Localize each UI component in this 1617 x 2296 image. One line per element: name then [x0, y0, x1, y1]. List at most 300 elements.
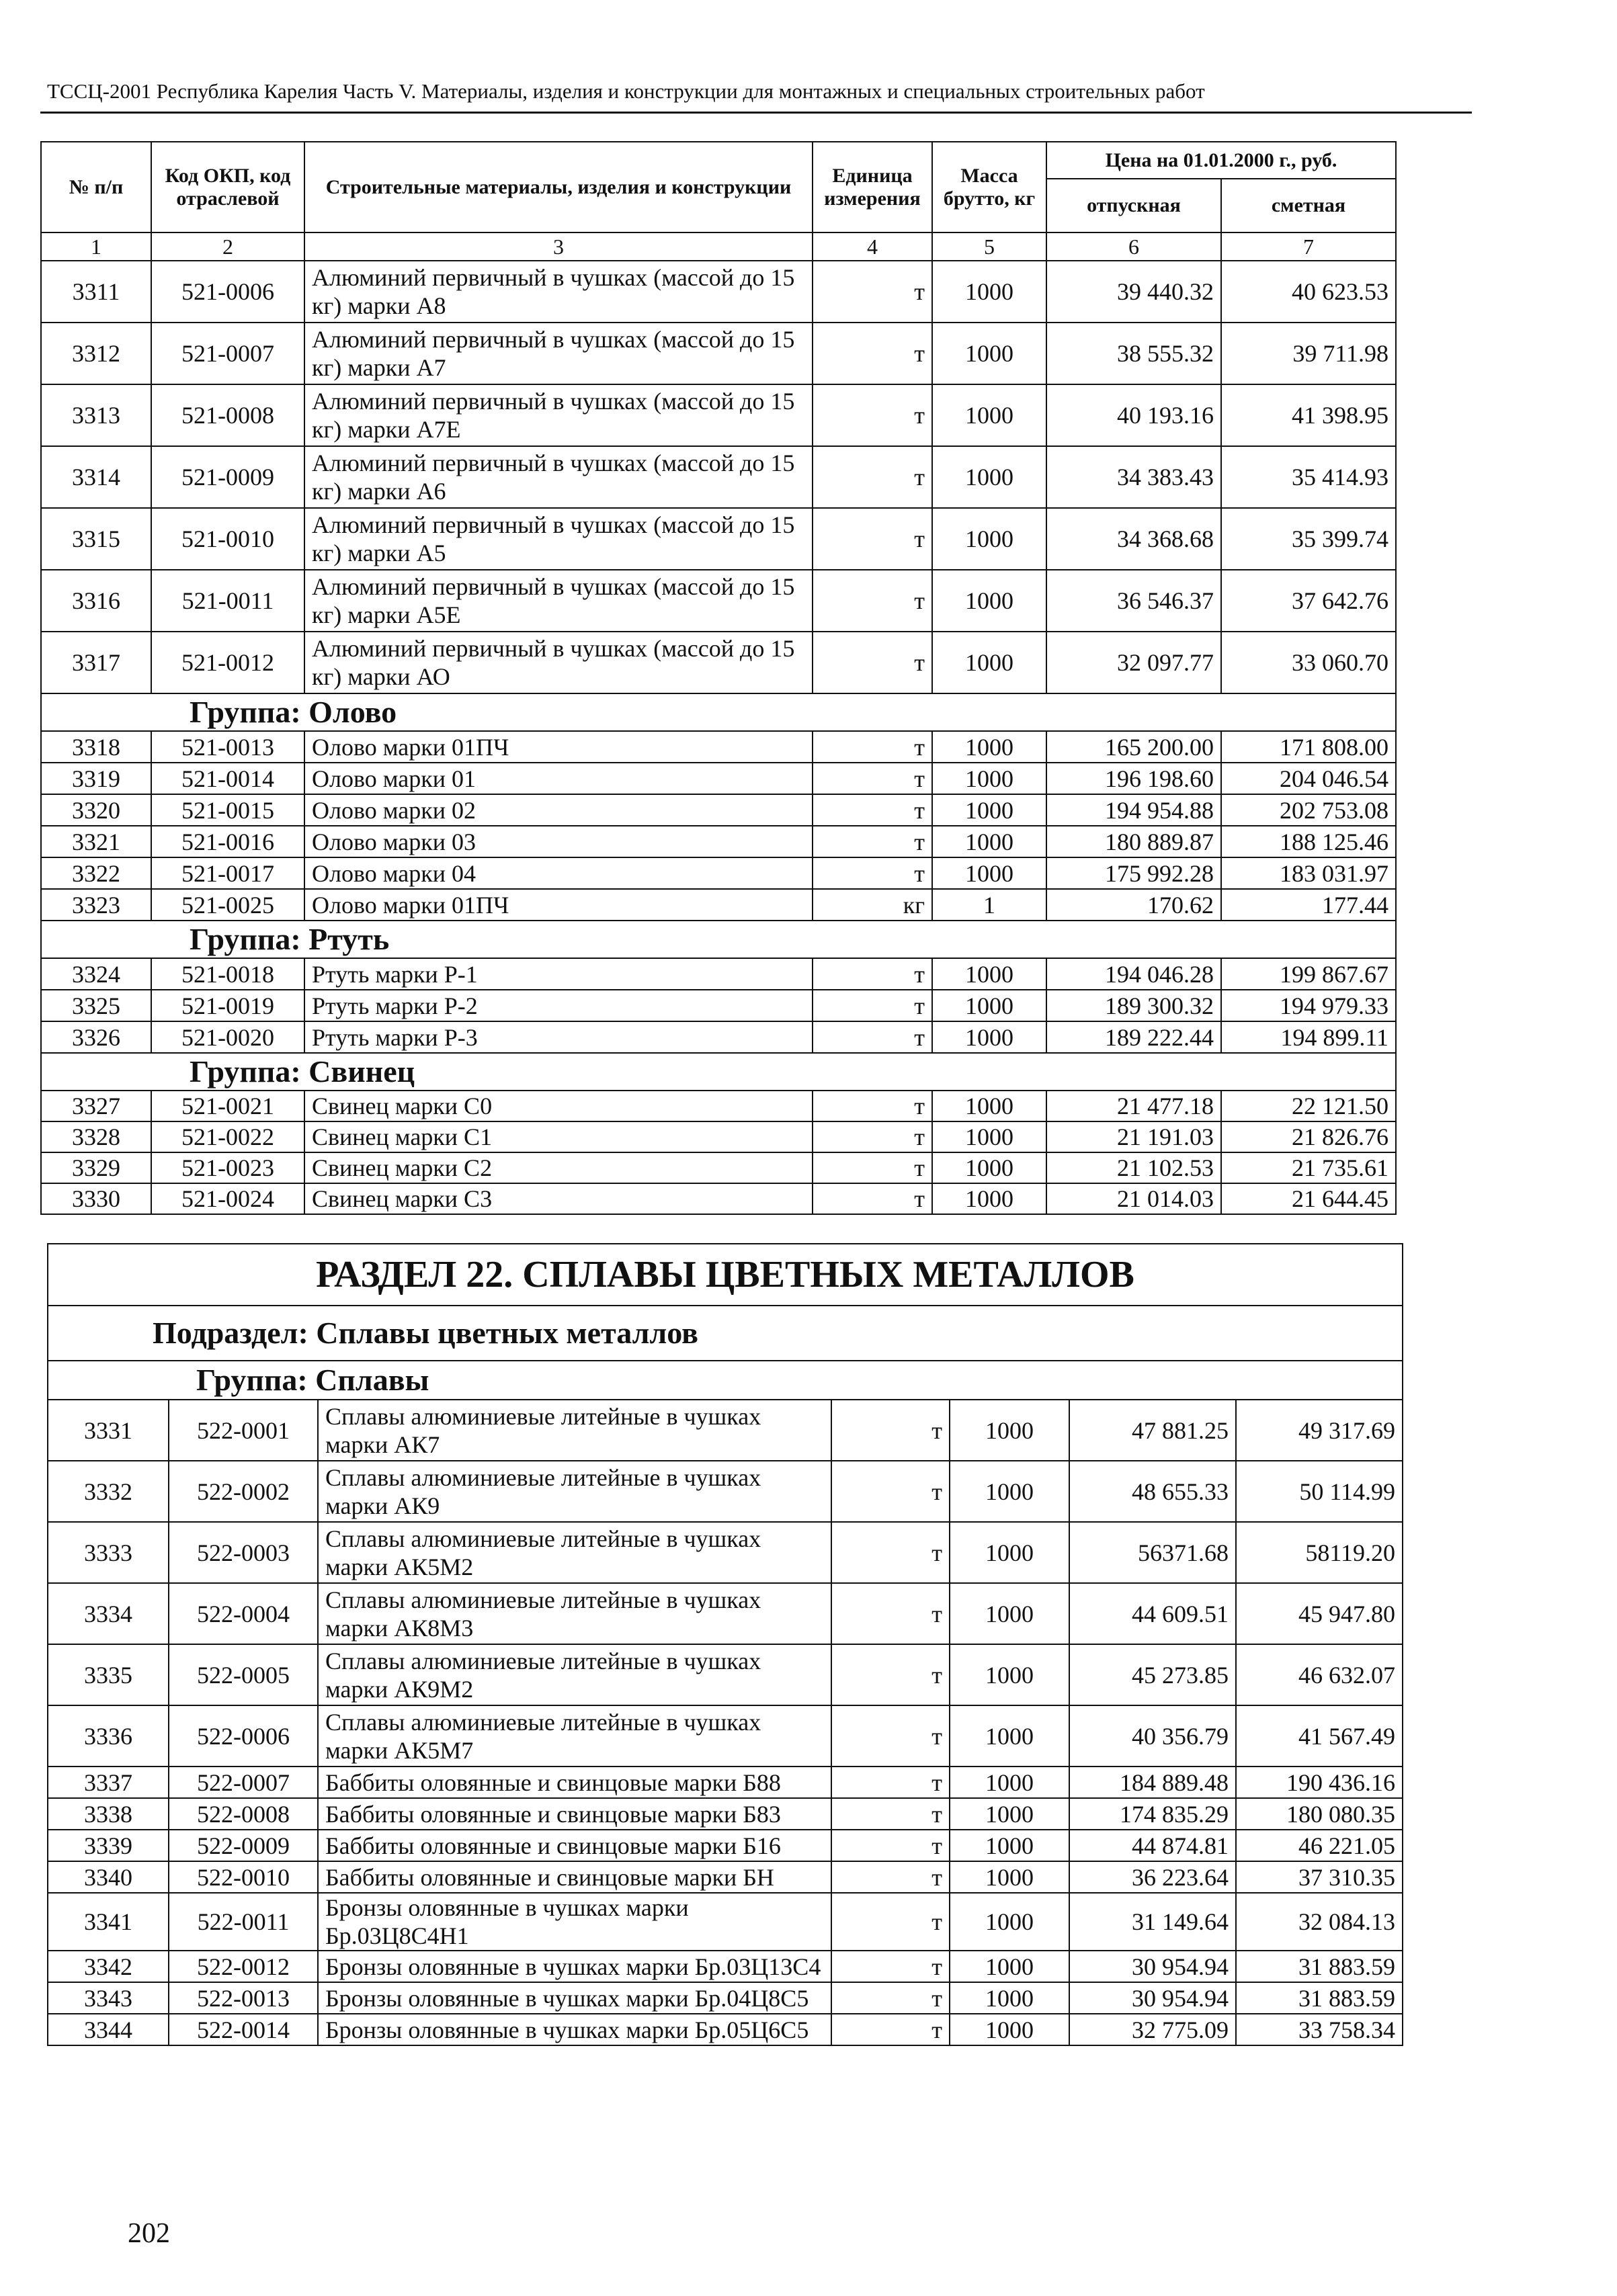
row-price-release: 189 300.32 [1046, 990, 1221, 1021]
table-row [41, 446, 1396, 508]
table-row [41, 1021, 1396, 1053]
row-code: 522-0006 [169, 1705, 318, 1767]
row-name: Олово марки 01 [304, 763, 813, 794]
row-unit: т [813, 632, 932, 693]
row-code: 522-0009 [169, 1830, 318, 1861]
table-row [41, 261, 1396, 323]
row-mass: 1000 [932, 1121, 1046, 1152]
row-price-estimate: 40 623.53 [1221, 261, 1396, 323]
row-price-release: 194 954.88 [1046, 794, 1221, 826]
row-unit: т [831, 1830, 950, 1861]
row-price-release: 21 014.03 [1046, 1183, 1221, 1214]
row-mass: 1000 [932, 1183, 1046, 1214]
col-header-mass: Масса брутто, кг [932, 142, 1046, 232]
row-code: 521-0023 [151, 1152, 304, 1183]
row-price-release: 165 200.00 [1046, 731, 1221, 763]
row-code: 521-0011 [151, 570, 304, 632]
row-mass: 1000 [950, 1400, 1069, 1461]
row-price-estimate: 37 310.35 [1236, 1861, 1403, 1893]
row-price-release: 31 149.64 [1069, 1893, 1236, 1951]
row-price-release: 21 477.18 [1046, 1091, 1221, 1121]
price-table-metals [40, 141, 1397, 1215]
price-table-alloys [47, 1243, 1403, 2046]
row-number: 3332 [48, 1461, 169, 1522]
table-row [41, 990, 1396, 1021]
table-row [48, 1705, 1403, 1767]
row-code: 521-0007 [151, 323, 304, 384]
row-price-estimate: 31 883.59 [1236, 1982, 1403, 2014]
row-code: 522-0013 [169, 1982, 318, 2014]
row-name: Алюминий первичный в чушках (массой до 15 кг) марки А7 [304, 323, 813, 384]
row-price-estimate: 183 031.97 [1221, 857, 1396, 889]
row-number: 3313 [41, 384, 151, 446]
row-mass: 1000 [950, 1861, 1069, 1893]
row-name: Бронзы оловянные в чушках марки Бр.05Ц6С5 [318, 2014, 831, 2045]
row-mass: 1000 [932, 763, 1046, 794]
row-price-estimate: 190 436.16 [1236, 1767, 1403, 1798]
row-mass: 1000 [932, 990, 1046, 1021]
row-price-release: 40 193.16 [1046, 384, 1221, 446]
row-price-release: 56371.68 [1069, 1522, 1236, 1583]
row-unit: т [831, 1982, 950, 2014]
row-code: 521-0010 [151, 508, 304, 570]
row-name: Сплавы алюминиевые литейные в чушках марки АК7 [318, 1400, 831, 1461]
row-mass: 1000 [932, 446, 1046, 508]
row-unit: т [813, 731, 932, 763]
row-number: 3342 [48, 1951, 169, 1982]
rows-lead [41, 1091, 1396, 1214]
row-code: 521-0020 [151, 1021, 304, 1053]
row-unit: т [813, 446, 932, 508]
table-row [41, 570, 1396, 632]
row-number: 3323 [41, 889, 151, 921]
col-header-code: Код ОКП, код отраслевой [151, 142, 304, 232]
running-header: ТССЦ-2001 Республика Карелия Часть V. Материалы, изделия и конструкции для монтажных и специальных строительных работ [47, 79, 1205, 103]
row-mass: 1000 [932, 826, 1046, 857]
row-price-release: 36 223.64 [1069, 1861, 1236, 1893]
col-number: 5 [932, 232, 1046, 261]
row-price-estimate: 204 046.54 [1221, 763, 1396, 794]
row-mass: 1000 [932, 508, 1046, 570]
row-number: 3315 [41, 508, 151, 570]
col-number: 6 [1046, 232, 1221, 261]
row-unit: т [813, 261, 932, 323]
row-mass: 1000 [932, 570, 1046, 632]
header-rule [40, 112, 1472, 114]
row-name: Бронзы оловянные в чушках марки Бр.03Ц13С4 [318, 1951, 831, 1982]
row-name: Алюминий первичный в чушках (массой до 15 кг) марки А7Е [304, 384, 813, 446]
row-number: 3336 [48, 1705, 169, 1767]
row-mass: 1000 [932, 632, 1046, 693]
row-name: Сплавы алюминиевые литейные в чушках марки АК9М2 [318, 1644, 831, 1705]
row-name: Бронзы оловянные в чушках марки Бр.04Ц8С5 [318, 1982, 831, 2014]
table-row [41, 1091, 1396, 1121]
group-heading-lead: Группа: Свинец [41, 1053, 1396, 1091]
table-row [41, 958, 1396, 990]
row-code: 521-0022 [151, 1121, 304, 1152]
table-row [48, 1830, 1403, 1861]
table-row [48, 1461, 1403, 1522]
row-code: 522-0001 [169, 1400, 318, 1461]
row-price-estimate: 46 632.07 [1236, 1644, 1403, 1705]
table-row [41, 794, 1396, 826]
row-unit: т [813, 508, 932, 570]
table-row [41, 826, 1396, 857]
row-name: Баббиты оловянные и свинцовые марки Б88 [318, 1767, 831, 1798]
row-number: 3337 [48, 1767, 169, 1798]
row-price-estimate: 49 317.69 [1236, 1400, 1403, 1461]
row-unit: т [813, 1021, 932, 1053]
row-mass: 1000 [932, 1091, 1046, 1121]
row-unit: т [831, 1861, 950, 1893]
row-number: 3319 [41, 763, 151, 794]
row-mass: 1000 [950, 1830, 1069, 1861]
row-number: 3333 [48, 1522, 169, 1583]
row-price-estimate: 33 060.70 [1221, 632, 1396, 693]
table-row [48, 1982, 1403, 2014]
row-mass: 1000 [950, 1644, 1069, 1705]
table-row [48, 1861, 1403, 1893]
row-mass: 1000 [950, 1982, 1069, 2014]
row-mass: 1 [932, 889, 1046, 921]
table-row [48, 1400, 1403, 1461]
row-code: 521-0006 [151, 261, 304, 323]
row-unit: т [831, 1893, 950, 1951]
col-header-name: Строительные материалы, изделия и конструкции [304, 142, 813, 232]
row-number: 3338 [48, 1798, 169, 1830]
page-number: 202 [128, 2218, 170, 2249]
row-price-estimate: 199 867.67 [1221, 958, 1396, 990]
row-name: Сплавы алюминиевые литейные в чушках марки АК8М3 [318, 1583, 831, 1644]
table-row [41, 857, 1396, 889]
row-code: 522-0005 [169, 1644, 318, 1705]
row-price-estimate: 37 642.76 [1221, 570, 1396, 632]
table-row [48, 1644, 1403, 1705]
row-mass: 1000 [932, 384, 1046, 446]
subsection-heading: Подраздел: Сплавы цветных металлов [48, 1306, 1403, 1361]
row-price-release: 170.62 [1046, 889, 1221, 921]
row-price-estimate: 41 567.49 [1236, 1705, 1403, 1767]
row-mass: 1000 [950, 1461, 1069, 1522]
row-code: 522-0002 [169, 1461, 318, 1522]
group-heading-tin: Группа: Олово [41, 693, 1396, 731]
row-mass: 1000 [932, 731, 1046, 763]
row-price-release: 30 954.94 [1069, 1951, 1236, 1982]
row-code: 521-0017 [151, 857, 304, 889]
col-number: 1 [41, 232, 151, 261]
row-name: Свинец марки С2 [304, 1152, 813, 1183]
row-name: Олово марки 04 [304, 857, 813, 889]
row-number: 3324 [41, 958, 151, 990]
row-number: 3311 [41, 261, 151, 323]
row-number: 3325 [41, 990, 151, 1021]
row-price-release: 47 881.25 [1069, 1400, 1236, 1461]
row-price-estimate: 22 121.50 [1221, 1091, 1396, 1121]
row-price-release: 44 874.81 [1069, 1830, 1236, 1861]
row-price-estimate: 180 080.35 [1236, 1798, 1403, 1830]
row-name: Свинец марки С1 [304, 1121, 813, 1152]
row-name: Алюминий первичный в чушках (массой до 15 кг) марки АО [304, 632, 813, 693]
row-code: 521-0015 [151, 794, 304, 826]
col-header-release: отпускная [1046, 179, 1221, 232]
row-price-estimate: 31 883.59 [1236, 1951, 1403, 1982]
row-number: 3312 [41, 323, 151, 384]
col-number: 4 [813, 232, 932, 261]
row-mass: 1000 [950, 1522, 1069, 1583]
row-price-estimate: 35 399.74 [1221, 508, 1396, 570]
col-number: 3 [304, 232, 813, 261]
row-unit: т [831, 2014, 950, 2045]
row-price-release: 40 356.79 [1069, 1705, 1236, 1767]
row-price-estimate: 21 826.76 [1221, 1121, 1396, 1152]
row-mass: 1000 [950, 1705, 1069, 1767]
row-price-estimate: 41 398.95 [1221, 384, 1396, 446]
row-number: 3335 [48, 1644, 169, 1705]
row-code: 522-0012 [169, 1951, 318, 1982]
row-unit: т [813, 826, 932, 857]
row-number: 3339 [48, 1830, 169, 1861]
row-unit: т [813, 1183, 932, 1214]
row-number: 3343 [48, 1982, 169, 2014]
row-number: 3330 [41, 1183, 151, 1214]
row-price-release: 196 198.60 [1046, 763, 1221, 794]
row-price-release: 189 222.44 [1046, 1021, 1221, 1053]
group-heading-mercury: Группа: Ртуть [41, 921, 1396, 958]
table-row [48, 1951, 1403, 1982]
row-name: Баббиты оловянные и свинцовые марки Б16 [318, 1830, 831, 1861]
col-number: 2 [151, 232, 304, 261]
row-number: 3318 [41, 731, 151, 763]
table-row [41, 1152, 1396, 1183]
row-code: 522-0004 [169, 1583, 318, 1644]
row-unit: т [831, 1798, 950, 1830]
row-mass: 1000 [932, 857, 1046, 889]
col-header-unit: Единица измерения [813, 142, 932, 232]
row-unit: т [813, 1152, 932, 1183]
row-code: 522-0011 [169, 1893, 318, 1951]
row-price-estimate: 202 753.08 [1221, 794, 1396, 826]
table-row [41, 384, 1396, 446]
col-header-estimate: сметная [1221, 179, 1396, 232]
row-name: Ртуть марки Р-3 [304, 1021, 813, 1053]
row-code: 521-0014 [151, 763, 304, 794]
row-price-release: 36 546.37 [1046, 570, 1221, 632]
row-code: 522-0007 [169, 1767, 318, 1798]
row-name: Ртуть марки Р-1 [304, 958, 813, 990]
row-unit: т [831, 1644, 950, 1705]
row-mass: 1000 [950, 1767, 1069, 1798]
table-row [48, 1583, 1403, 1644]
col-header-price: Цена на 01.01.2000 г., руб. [1046, 142, 1396, 179]
row-unit: т [831, 1461, 950, 1522]
row-price-estimate: 171 808.00 [1221, 731, 1396, 763]
row-price-release: 45 273.85 [1069, 1644, 1236, 1705]
row-price-estimate: 35 414.93 [1221, 446, 1396, 508]
row-unit: т [813, 1121, 932, 1152]
table-row [48, 1798, 1403, 1830]
row-price-release: 38 555.32 [1046, 323, 1221, 384]
table-row [41, 323, 1396, 384]
row-name: Алюминий первичный в чушках (массой до 15 кг) марки А8 [304, 261, 813, 323]
table-row [41, 1183, 1396, 1214]
row-number: 3317 [41, 632, 151, 693]
row-price-estimate: 188 125.46 [1221, 826, 1396, 857]
row-mass: 1000 [932, 323, 1046, 384]
row-code: 521-0009 [151, 446, 304, 508]
row-price-release: 30 954.94 [1069, 1982, 1236, 2014]
row-name: Алюминий первичный в чушках (массой до 15 кг) марки А6 [304, 446, 813, 508]
rows-mercury [41, 958, 1396, 1053]
row-price-release: 48 655.33 [1069, 1461, 1236, 1522]
row-code: 521-0021 [151, 1091, 304, 1121]
row-unit: т [813, 857, 932, 889]
row-unit: т [813, 990, 932, 1021]
row-price-release: 32 097.77 [1046, 632, 1221, 693]
section-heading: РАЗДЕЛ 22. СПЛАВЫ ЦВЕТНЫХ МЕТАЛЛОВ [48, 1244, 1403, 1306]
group-heading-alloys: Группа: Сплавы [48, 1361, 1403, 1400]
row-unit: т [813, 384, 932, 446]
row-number: 3322 [41, 857, 151, 889]
row-name: Ртуть марки Р-2 [304, 990, 813, 1021]
row-price-estimate: 58119.20 [1236, 1522, 1403, 1583]
row-price-release: 194 046.28 [1046, 958, 1221, 990]
row-price-estimate: 33 758.34 [1236, 2014, 1403, 2045]
row-price-release: 21 102.53 [1046, 1152, 1221, 1183]
row-mass: 1000 [932, 794, 1046, 826]
row-price-estimate: 50 114.99 [1236, 1461, 1403, 1522]
row-code: 521-0008 [151, 384, 304, 446]
row-price-release: 174 835.29 [1069, 1798, 1236, 1830]
row-name: Сплавы алюминиевые литейные в чушках марки АК9 [318, 1461, 831, 1522]
row-name: Сплавы алюминиевые литейные в чушках марки АК5М2 [318, 1522, 831, 1583]
row-mass: 1000 [950, 1798, 1069, 1830]
row-number: 3329 [41, 1152, 151, 1183]
row-price-release: 39 440.32 [1046, 261, 1221, 323]
table-row [41, 763, 1396, 794]
table-row [48, 2014, 1403, 2045]
table-row [48, 1522, 1403, 1583]
row-unit: т [831, 1705, 950, 1767]
row-unit: т [831, 1951, 950, 1982]
row-name: Бронзы оловянные в чушках марки Бр.03Ц8С4Н1 [318, 1893, 831, 1951]
row-price-release: 34 368.68 [1046, 508, 1221, 570]
table-row [41, 731, 1396, 763]
row-name: Свинец марки С0 [304, 1091, 813, 1121]
rows-aluminium [41, 261, 1396, 693]
col-header-num: № п/п [41, 142, 151, 232]
row-mass: 1000 [950, 1583, 1069, 1644]
row-price-estimate: 21 644.45 [1221, 1183, 1396, 1214]
row-number: 3321 [41, 826, 151, 857]
row-price-release: 175 992.28 [1046, 857, 1221, 889]
row-number: 3341 [48, 1893, 169, 1951]
row-unit: т [813, 958, 932, 990]
row-number: 3314 [41, 446, 151, 508]
row-unit: кг [813, 889, 932, 921]
row-number: 3328 [41, 1121, 151, 1152]
row-price-release: 180 889.87 [1046, 826, 1221, 857]
row-number: 3320 [41, 794, 151, 826]
row-code: 522-0014 [169, 2014, 318, 2045]
row-mass: 1000 [950, 1951, 1069, 1982]
row-mass: 1000 [950, 1893, 1069, 1951]
row-unit: т [831, 1522, 950, 1583]
rows-tin [41, 731, 1396, 921]
row-price-estimate: 194 979.33 [1221, 990, 1396, 1021]
row-number: 3331 [48, 1400, 169, 1461]
row-name: Алюминий первичный в чушках (массой до 15 кг) марки А5 [304, 508, 813, 570]
row-code: 522-0003 [169, 1522, 318, 1583]
row-name: Олово марки 01ПЧ [304, 731, 813, 763]
row-name: Олово марки 01ПЧ [304, 889, 813, 921]
row-number: 3344 [48, 2014, 169, 2045]
row-mass: 1000 [932, 958, 1046, 990]
table-row [48, 1893, 1403, 1951]
table-row [41, 508, 1396, 570]
table-row [41, 1121, 1396, 1152]
row-code: 521-0012 [151, 632, 304, 693]
row-price-estimate: 194 899.11 [1221, 1021, 1396, 1053]
row-name: Олово марки 02 [304, 794, 813, 826]
row-unit: т [831, 1767, 950, 1798]
row-mass: 1000 [932, 261, 1046, 323]
table-row [41, 889, 1396, 921]
row-name: Свинец марки С3 [304, 1183, 813, 1214]
row-name: Баббиты оловянные и свинцовые марки БН [318, 1861, 831, 1893]
row-name: Алюминий первичный в чушках (массой до 15 кг) марки А5Е [304, 570, 813, 632]
row-unit: т [813, 794, 932, 826]
row-name: Баббиты оловянные и свинцовые марки Б83 [318, 1798, 831, 1830]
row-price-release: 21 191.03 [1046, 1121, 1221, 1152]
rows-alloys [48, 1400, 1403, 2045]
row-code: 522-0008 [169, 1798, 318, 1830]
row-number: 3340 [48, 1861, 169, 1893]
row-code: 521-0018 [151, 958, 304, 990]
row-name: Сплавы алюминиевые литейные в чушках марки АК5М7 [318, 1705, 831, 1767]
row-price-release: 184 889.48 [1069, 1767, 1236, 1798]
row-code: 521-0013 [151, 731, 304, 763]
row-mass: 1000 [950, 2014, 1069, 2045]
row-unit: т [813, 763, 932, 794]
row-unit: т [831, 1583, 950, 1644]
row-unit: т [813, 1091, 932, 1121]
table-row [41, 632, 1396, 693]
row-price-estimate: 21 735.61 [1221, 1152, 1396, 1183]
row-price-estimate: 46 221.05 [1236, 1830, 1403, 1861]
row-number: 3326 [41, 1021, 151, 1053]
table-row [48, 1767, 1403, 1798]
row-price-estimate: 39 711.98 [1221, 323, 1396, 384]
row-number: 3316 [41, 570, 151, 632]
row-price-release: 44 609.51 [1069, 1583, 1236, 1644]
row-name: Олово марки 03 [304, 826, 813, 857]
row-unit: т [813, 323, 932, 384]
row-price-release: 32 775.09 [1069, 2014, 1236, 2045]
row-number: 3334 [48, 1583, 169, 1644]
row-code: 522-0010 [169, 1861, 318, 1893]
row-unit: т [813, 570, 932, 632]
row-price-estimate: 45 947.80 [1236, 1583, 1403, 1644]
row-mass: 1000 [932, 1152, 1046, 1183]
row-unit: т [831, 1400, 950, 1461]
col-number: 7 [1221, 232, 1396, 261]
row-code: 521-0019 [151, 990, 304, 1021]
row-number: 3327 [41, 1091, 151, 1121]
row-price-estimate: 32 084.13 [1236, 1893, 1403, 1951]
row-code: 521-0016 [151, 826, 304, 857]
row-mass: 1000 [932, 1021, 1046, 1053]
row-price-release: 34 383.43 [1046, 446, 1221, 508]
